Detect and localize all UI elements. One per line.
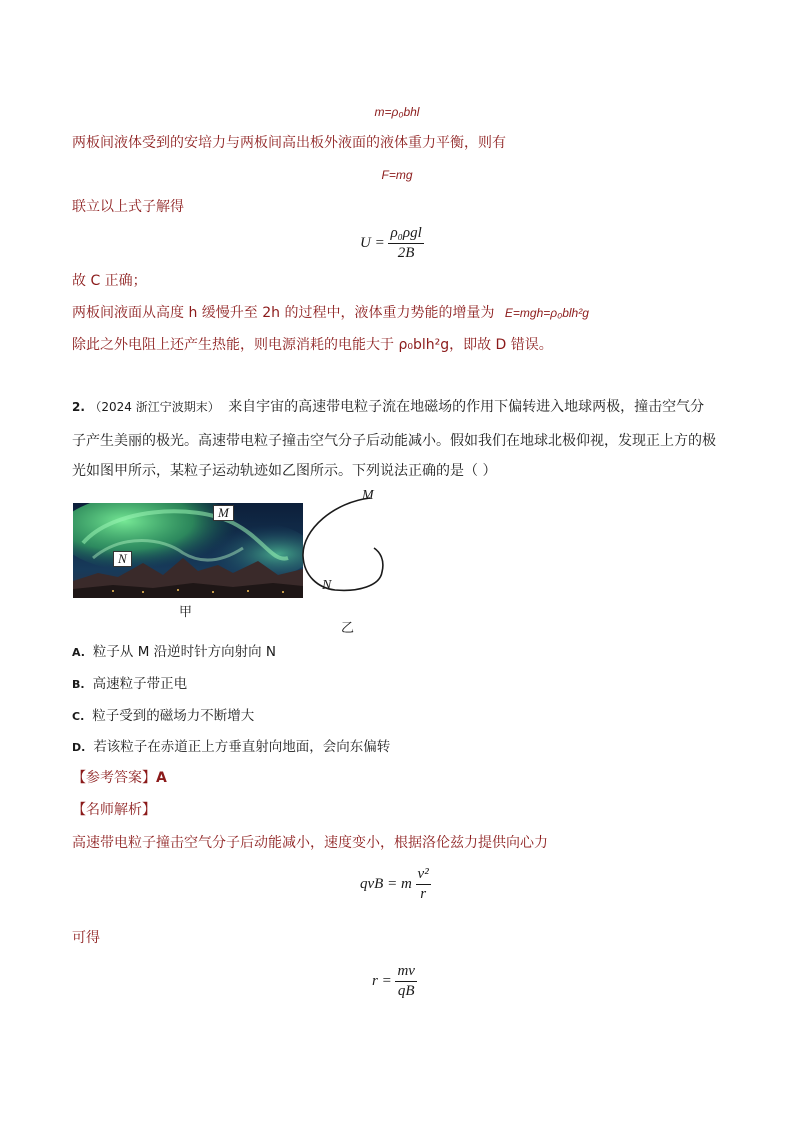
trajectory-figure <box>300 484 400 608</box>
option-d-key: D. <box>72 741 86 754</box>
lorentz-numerator: v² <box>416 866 431 885</box>
lorentz-denominator: r <box>420 886 427 902</box>
question-source: （2024 浙江宁波期末） <box>89 400 220 414</box>
trajectory-label-m: M <box>362 488 374 503</box>
question-number: 2. <box>72 400 85 414</box>
radius-equation <box>372 963 417 1000</box>
question-stem-3: 光如图甲所示，某粒子运动轨迹如乙图所示。下列说法正确的是（ ） <box>72 463 497 479</box>
lorentz-equation <box>360 866 431 903</box>
voltage-fraction <box>388 225 423 262</box>
radius-numerator: mv <box>395 963 417 982</box>
voltage-numerator: ρ₀ρgl <box>388 225 423 244</box>
trajectory-label-n: N <box>322 578 332 593</box>
analysis-label: 【名师解析】 <box>72 802 156 818</box>
voltage-lhs: U = <box>360 234 385 251</box>
c-correct-text: 故 C 正确； <box>72 273 147 289</box>
photo-label-n: N <box>113 551 132 567</box>
answer-value: A <box>156 770 167 786</box>
radius-denominator: qB <box>397 983 415 999</box>
question-stem-2: 子产生美丽的极光。高速带电粒子撞击空气分子后动能减小。假如我们在地球北极仰视，发现正上方的极 <box>72 433 716 449</box>
option-a-key: A. <box>72 646 85 659</box>
question-2-line-1 <box>72 398 704 416</box>
option-a-text: 粒子从 M 沿逆时针方向射向 N <box>92 644 277 660</box>
trajectory-curve <box>300 484 400 604</box>
mass-equation: m=ρ₀bhl <box>374 105 420 119</box>
option-c-text: 粒子受到的磁场力不断增大 <box>92 708 255 724</box>
thus-text: 可得 <box>72 930 100 946</box>
voltage-denominator: 2B <box>397 245 415 261</box>
energy-equation: E=mgh=ρ₀blh²g <box>504 306 589 320</box>
lorentz-fraction <box>416 866 431 903</box>
radius-fraction <box>395 963 417 1000</box>
combine-text: 联立以上式子解得 <box>72 199 184 215</box>
aurora-illustration <box>73 503 303 598</box>
force-equation: F=mg <box>381 168 413 182</box>
option-c[interactable] <box>72 707 254 726</box>
option-a[interactable] <box>72 643 276 662</box>
answer-row <box>72 769 167 787</box>
energy-text: 两板间液面从高度 h 缓慢升至 2h 的过程中，液体重力势能的增量为 <box>72 305 495 321</box>
radius-lhs: r = <box>372 972 392 989</box>
option-d-text: 若该粒子在赤道正上方垂直射向地面，会向东偏转 <box>93 739 391 755</box>
figure-a-label: 甲 <box>179 605 193 620</box>
lorentz-lhs: qvB = m <box>360 875 412 892</box>
option-b-text: 高速粒子带正电 <box>92 676 188 692</box>
d-wrong-text: 除此之外电阻上还产生热能，则电源消耗的电能大于 ρ₀blh²g，即故 D 错误。 <box>72 337 553 353</box>
photo-label-m: M <box>213 505 234 521</box>
figure-b-label: 乙 <box>341 621 355 636</box>
option-b-key: B. <box>72 678 85 691</box>
option-d[interactable] <box>72 738 390 757</box>
question-stem-1: 来自宇宙的高速带电粒子流在地磁场的作用下偏转进入地球两极，撞击空气分 <box>228 399 705 415</box>
balance-text: 两板间液体受到的安培力与两板间高出板外液面的液体重力平衡，则有 <box>72 135 506 151</box>
answer-label: 【参考答案】 <box>72 770 156 786</box>
option-b[interactable] <box>72 675 187 694</box>
voltage-equation <box>360 225 424 262</box>
aurora-photo <box>73 503 303 598</box>
option-c-key: C. <box>72 710 85 723</box>
analysis-text: 高速带电粒子撞击空气分子后动能减小，速度变小，根据洛伦兹力提供向心力 <box>72 835 548 851</box>
energy-text-row <box>72 304 589 322</box>
